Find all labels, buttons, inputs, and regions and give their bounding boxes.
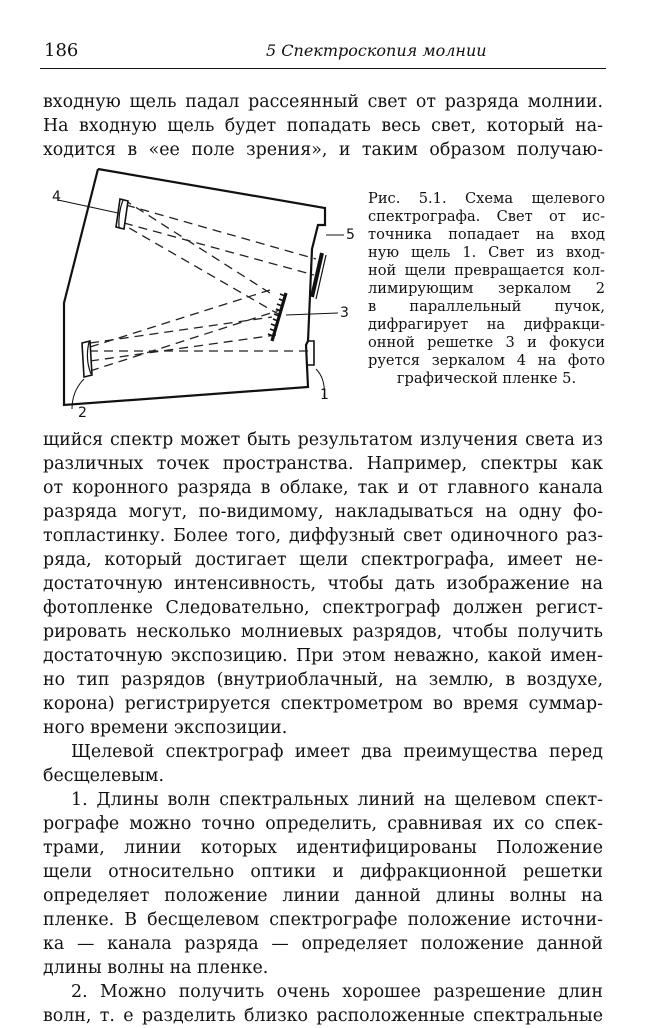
running-head <box>40 36 606 66</box>
text-line: На входную щель будет попадать весь свет, который на- <box>43 116 603 136</box>
slit-1 <box>308 341 314 365</box>
label-leaders <box>58 200 344 409</box>
caption-line: ную щель 1. Свет из вход- <box>368 244 605 261</box>
mirror-4 <box>116 199 128 229</box>
text-line: от коронного разряда в облаке, так и от главного канала <box>43 478 603 498</box>
caption-line: в параллельный пучок, <box>368 298 605 315</box>
label-slit-5: 5 <box>346 227 355 243</box>
text-line: ряда, который достигает щели спектрографа, имеет не- <box>43 550 603 570</box>
text-line: ного времени экспозиции. <box>43 718 288 738</box>
text-line: достаточную экспозицию. При этом неважно, какой имен- <box>43 646 603 666</box>
intro-paragraph <box>43 90 603 162</box>
caption-line: руется зеркалом 4 на фото <box>368 352 605 369</box>
text-line: 1. Длины волн спектральных линий на щелевом спект- <box>71 790 603 810</box>
caption-line: точника попадает на вход <box>368 226 605 243</box>
chapter-title: 5 Спектроскопия молнии <box>266 41 487 60</box>
text-line: различных точек пространства. Например, спектры как <box>43 454 603 474</box>
label-slit-1: 1 <box>320 387 329 403</box>
figure-caption <box>368 190 605 388</box>
text-line: входную щель падал рассеянный свет от разряда молнии. <box>43 92 603 112</box>
text-line: бесщелевым. <box>43 766 164 786</box>
housing-outline <box>64 169 325 405</box>
text-line: но тип разрядов (внутриоблачный, на землю, в воздухе, <box>43 670 603 690</box>
text-line: топластинку. Более того, диффузный свет одиночного раз- <box>43 526 603 546</box>
text-line: достаточную интенсивность, чтобы дать изображение на <box>43 574 603 594</box>
caption-line: онной решетке 3 и фокуси <box>368 334 605 351</box>
text-line: ходится в «ее поле зрения», и таким образом получаю- <box>43 140 603 160</box>
mirror-2 <box>82 341 92 377</box>
page-number: 186 <box>44 40 79 61</box>
text-line: волн, т. е разделить близко расположенные спектральные <box>43 1006 603 1026</box>
text-line: трами, линии которых идентифицированы Положение <box>43 838 603 858</box>
caption-line: дифрагирует на дифракци- <box>368 316 605 333</box>
spectrograph-figure <box>44 165 364 427</box>
text-line: 2. Можно получить очень хорошее разрешение длин <box>71 982 603 1002</box>
text-line: разряда могут, по-видимому, накладываться на одну фо- <box>43 502 603 522</box>
header-rule <box>40 68 606 69</box>
caption-line: ной щели превращается кол- <box>368 262 605 279</box>
label-grating-3: 3 <box>340 305 349 321</box>
spectrograph-diagram <box>44 165 364 427</box>
label-mirror-2: 2 <box>78 405 87 421</box>
label-mirror-4: 4 <box>52 189 61 205</box>
text-line: щели относительно оптики и дифракционной решетки <box>43 862 603 882</box>
text-line: рографе можно точно определить, сравнивая их со спек- <box>43 814 603 834</box>
text-line: рировать несколько молниевых разрядов, чтобы получить <box>43 622 603 642</box>
text-line: ка — канала разряда — определяет положение данной <box>43 934 603 954</box>
caption-line: графической пленке 5. <box>396 370 577 387</box>
text-line: Щелевой спектрограф имеет два преимущества перед <box>71 742 603 762</box>
caption-line: Рис. 5.1. Схема щелевого <box>368 190 605 207</box>
text-line: пленке. В бесщелевом спектрографе положение источни- <box>43 910 603 930</box>
text-line: длины волны на пленке. <box>43 958 269 978</box>
caption-line: спектрографа. Свет от ис- <box>368 208 605 225</box>
text-line: щийся спектр может быть результатом излучения света из <box>43 430 603 450</box>
body-text <box>43 428 603 1028</box>
text-line: корона) регистрируется спектрометром во время суммар- <box>43 694 603 714</box>
film-5 <box>312 253 326 299</box>
text-line: определяет положение линии данной длины волны на <box>43 886 603 906</box>
caption-line: лимирующим зеркалом 2 <box>368 280 605 297</box>
text-line: фотопленке Следовательно, спектрограф должен регист- <box>43 598 603 618</box>
